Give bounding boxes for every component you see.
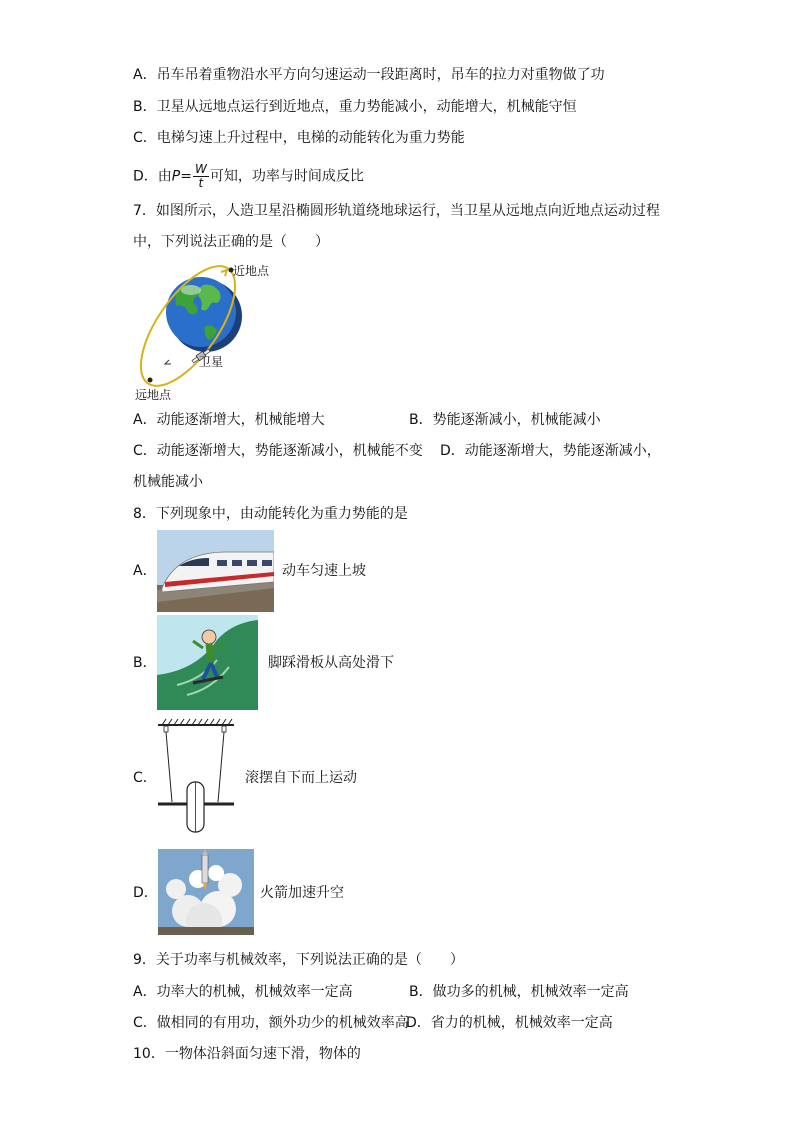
- q8-option-b-text: 脚踩滑板从高处滑下: [268, 655, 394, 671]
- skateboard-image: [157, 615, 258, 710]
- maxwell-pendulum-image: [156, 718, 236, 836]
- q8-option-c-text: 滚摆自下而上运动: [245, 770, 357, 786]
- q8-option-a-text: 动车匀速上坡: [282, 563, 366, 579]
- q7-option-d-line1: D．动能逐渐增大，势能逐渐减小，: [440, 443, 661, 459]
- q8-option-b-letter: B．: [133, 655, 157, 671]
- rocket-launch-image: [158, 849, 254, 935]
- q6-option-d: [133, 163, 364, 190]
- q9-stem: 9．关于功率与机械效率，下列说法正确的是（ ）: [133, 952, 464, 968]
- q7-option-c: C．动能逐渐增大，势能逐渐减小，机械能不变: [133, 443, 423, 459]
- formula-fraction: [193, 163, 209, 190]
- satellite-orbit-figure: [133, 260, 283, 405]
- q7-option-d-line2: 机械能减小: [133, 474, 203, 490]
- q7-stem-line2: 中，下列说法正确的是（ ）: [133, 234, 329, 250]
- orbit-arrow-left: [165, 360, 171, 364]
- q9-option-d: D．省力的机械，机械效率一定高: [406, 1015, 613, 1031]
- q9-option-c: C．做相同的有用功，额外功少的机械效率高: [133, 1015, 409, 1031]
- q6-option-b: B．卫星从远地点运行到近地点，重力势能减小，动能增大，机械能守恒: [133, 99, 577, 115]
- train-image: [157, 530, 274, 612]
- far-point-label: 远地点: [135, 388, 172, 402]
- orbit-arrow-top: [221, 270, 227, 276]
- q7-option-a: A．动能逐渐增大，机械能增大: [133, 412, 325, 428]
- far-point-dot: [148, 378, 153, 383]
- earth-highlight: [181, 285, 201, 295]
- near-point-label: 近地点: [233, 264, 270, 278]
- formula-equals: =: [180, 168, 192, 185]
- q7-stem-line1: 7．如图所示，人造卫星沿椭圆形轨道绕地球运行，当卫星从远地点向近地点运动过程: [133, 203, 660, 219]
- q10-stem: 10．一物体沿斜面匀速下滑，物体的: [133, 1046, 361, 1062]
- q9-option-a: A．功率大的机械，机械效率一定高: [133, 984, 353, 1000]
- satellite-label: 卫星: [199, 355, 224, 369]
- q8-option-d-text: 火箭加速升空: [260, 885, 344, 901]
- q8-option-c-letter: C．: [133, 770, 157, 786]
- formula-numerator: W: [194, 162, 207, 176]
- q8-stem: 8．下列现象中，由动能转化为重力势能的是: [133, 506, 408, 522]
- formula-p: P: [171, 168, 181, 185]
- formula-denominator: t: [198, 176, 204, 190]
- q6-option-d-prefix: D．由: [133, 168, 172, 185]
- q9-option-b: B．做功多的机械，机械效率一定高: [409, 984, 629, 1000]
- q8-option-a-letter: A．: [133, 563, 157, 579]
- orbit-diagram: [133, 260, 283, 405]
- q6-option-c: C．电梯匀速上升过程中，电梯的动能转化为重力势能: [133, 130, 465, 146]
- q8-option-d-letter: D．: [133, 885, 158, 901]
- q6-option-d-suffix: 可知，功率与时间成反比: [209, 168, 364, 185]
- q6-option-a: A．吊车吊着重物沿水平方向匀速运动一段距离时，吊车的拉力对重物做了功: [133, 67, 605, 83]
- q7-option-b: B．势能逐渐减小，机械能减小: [409, 412, 601, 428]
